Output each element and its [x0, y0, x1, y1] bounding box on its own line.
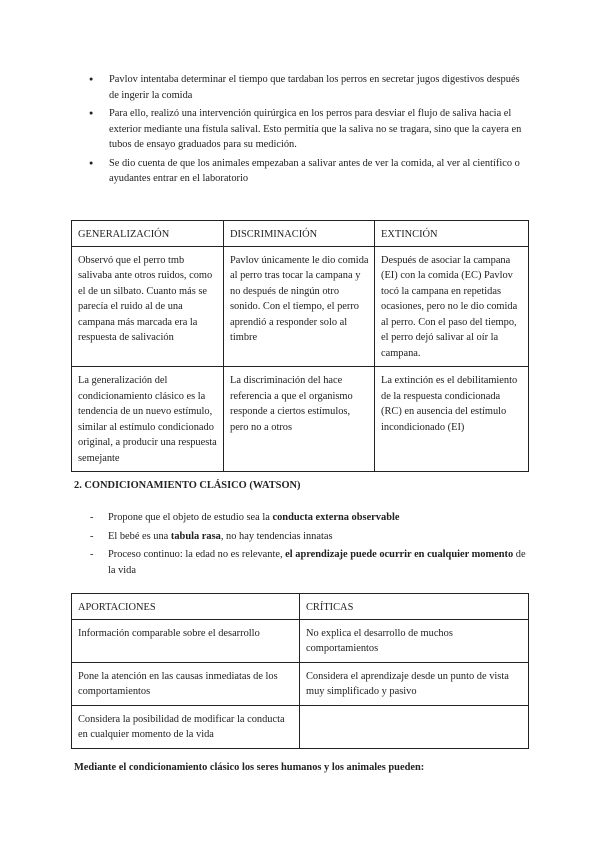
list-item [88, 510, 533, 526]
section-heading: 2. CONDICIONAMIENTO CLÁSICO (WATSON) [74, 480, 301, 491]
point-emphasis: tabula rasa [170, 530, 221, 542]
point-text: Propone que el objeto de estudio sea la [108, 512, 273, 523]
table-cell: No explica el desarrollo de muchos comportamientos [300, 619, 529, 662]
header-generalizacion: GENERALIZACIÓN [72, 221, 224, 247]
table-cell: La generalización del condicionamiento clásico es la tendencia de un nuevo estímulo, similar al estímulo condicionado original, a producir una respuesta semejante [72, 367, 224, 472]
watson-evaluation-table [71, 593, 529, 749]
header-extincion: EXTINCIÓN [375, 221, 529, 247]
table-row [72, 246, 529, 367]
table-header-row [72, 594, 529, 620]
table-cell: Información comparable sobre el desarrollo [72, 619, 300, 662]
list-item: ● Pavlov intentaba determinar el tiempo que tardaban los perros en secretar jugos digestivos después de ingerir la comida [80, 72, 530, 103]
table-cell: Pone la atención en las causas inmediatas de los comportamientos [72, 662, 300, 705]
list-item: ● Se dio cuenta de que los animales empezaban a salivar antes de ver la comida, al ver al científico o ayudantes entrar en el laboratorio [80, 156, 530, 187]
list-item [88, 547, 533, 578]
table-cell: La discriminación del hace referencia a que el organismo responde a ciertos estímulos, pero no a otros [224, 367, 375, 472]
list-item: ● Para ello, realizó una intervención quirúrgica en los perros para desviar el flujo de saliva hacia el exterior mediante una fístula salival. Esto permitía que la saliva no se tragara, sino que la cayera en tubos de ensayo graduados para su medición. [80, 106, 530, 153]
pavlov-concepts-table [71, 220, 529, 472]
point-emphasis: conducta externa observable [272, 512, 400, 523]
point-emphasis: el aprendizaje puede ocurrir en cualquier momento [285, 549, 514, 560]
table-header-row [72, 221, 529, 247]
table-cell: Observó que el perro tmb salivaba ante otros ruidos, como el de un silbato. Cuanto más se parecía el ruido al de una campana más marcada era la respuesta de salivación [72, 246, 224, 367]
table-cell: Considera la posibilidad de modificar la conducta en cualquier momento de la vida [72, 705, 300, 748]
header-criticas: CRÍTICAS [300, 594, 529, 620]
table-cell: Considera el aprendizaje desde un punto de vista muy simplificado y pasivo [300, 662, 529, 705]
closing-statement: Mediante el condicionamiento clásico los seres humanos y los animales pueden: [74, 762, 425, 773]
pavlov-bullet-list [80, 72, 530, 190]
header-aportaciones: APORTACIONES [72, 594, 300, 620]
table-row [72, 705, 529, 748]
table-cell [300, 705, 529, 748]
header-discriminacion: DISCRIMINACIÓN [224, 221, 375, 247]
table-cell: Después de asociar la campana (EI) con la comida (EC) Pavlov tocó la campana en repetidas ocasiones, pero no le dio comida al perro. Con el paso del tiempo, el perro dejó salivar al oír la campana. [375, 246, 529, 367]
point-text: de la vida [108, 549, 526, 576]
table-row [72, 367, 529, 472]
list-item [88, 529, 533, 545]
point-text: , no hay tendencias innatas [220, 530, 333, 542]
table-cell: La extinción es el debilitamiento de la respuesta condicionada (RC) en ausencia del estímulo incondicionado (EI) [375, 367, 529, 472]
table-cell: Pavlov únicamente le dio comida al perro tras tocar la campana y no después de ningún otro sonido. Con el tiempo, el perro aprendió a responder solo al timbre [224, 246, 375, 367]
point-text: Proceso continuo: la edad no es relevante, [108, 549, 286, 560]
table-row [72, 619, 529, 662]
watson-dash-list [88, 510, 533, 581]
point-text: El bebé es una [108, 530, 171, 542]
table-row [72, 662, 529, 705]
